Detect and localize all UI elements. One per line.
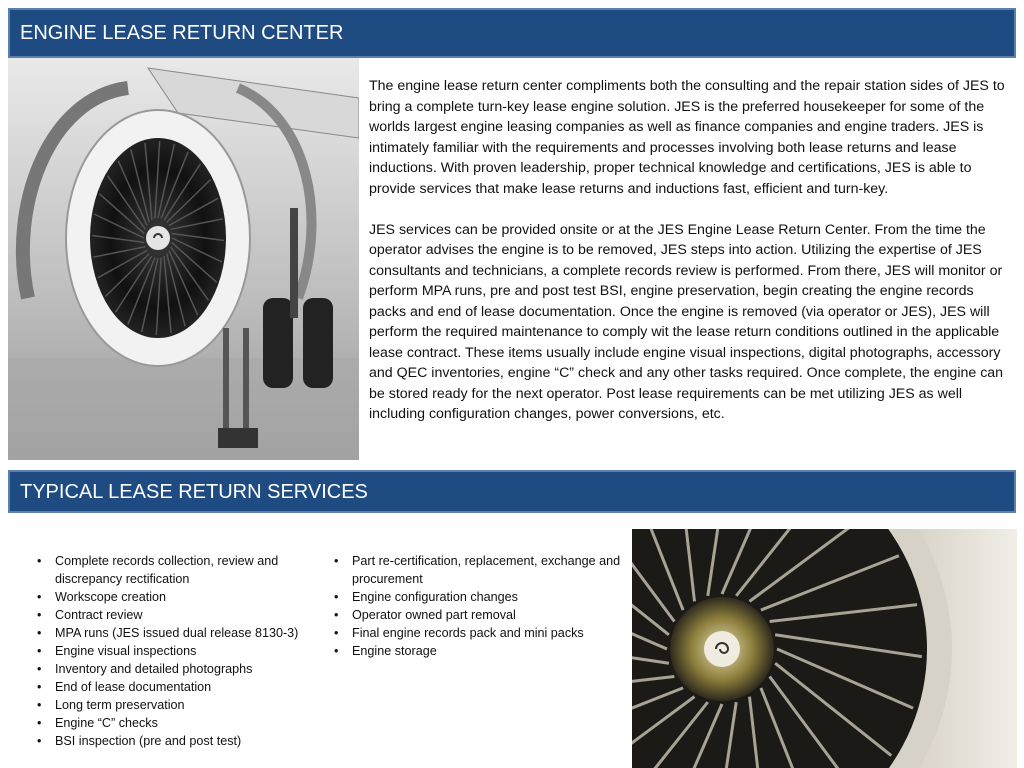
intro-paragraph-2: JES services can be provided onsite or at the JES Engine Lease Return Center. From the time the operator advises the engine is to be removed, JES steps into action. Utilizing the expertise of JES consultants and technicians, a complete records review is performed. From there, JES will monitor or perform MPA runs, pre and post test BSI, engine preservation, begin creating the engine records packs and end of lease documentation. Once the engine is removed (via operator or JES), JES will perform the required maintenance to comply wit the lease return conditions outlined in the applicable lease contract. These items usually include engine visual inspections, digital photographs, accessory and QEC inventories, engine “C” check and any other tasks required. Once complete, the engine can be stored ready for the next operator. Post lease requirements can be met utilizing JES as well including configuration changes, power conversions, etc. — [369, 221, 1004, 422]
engine-side-photo — [8, 58, 359, 460]
list-item: • Operator owned part removal — [330, 606, 625, 624]
intro-paragraph-1: The engine lease return center compliments both the consulting and the repair station sides of JES to bring a complete turn-key lease engine solution. JES is the preferred housekeeper for some of the worlds largest engine leasing companies as well as finance companies and engine traders. JES is intimately familiar with the requirements and processes involving both lease returns and lease inductions. With proven leadership, proper technical knowledge and certifications, JES is able to provide services that make lease returns and inductions fast, efficient and turn-key. — [369, 78, 1005, 197]
services-banner — [8, 470, 1016, 513]
list-item: • Part re-certification, replacement, exchange and procurement — [330, 552, 625, 588]
intro-text — [369, 76, 1009, 445]
header-banner — [8, 8, 1016, 58]
services-list-right — [330, 552, 625, 660]
list-item: • Inventory and detailed photographs — [33, 660, 323, 678]
engine-front-photo — [632, 529, 1017, 768]
list-item: • MPA runs (JES issued dual release 8130-3) — [33, 624, 323, 642]
list-item: • Engine visual inspections — [33, 642, 323, 660]
list-item: • Engine configuration changes — [330, 588, 625, 606]
page-title: ENGINE LEASE RETURN CENTER — [20, 22, 344, 44]
list-item: • End of lease documentation — [33, 678, 323, 696]
services-list-left — [33, 552, 323, 750]
list-item: • Workscope creation — [33, 588, 323, 606]
list-item: • Long term preservation — [33, 696, 323, 714]
list-item: • Engine “C” checks — [33, 714, 323, 732]
list-item: • BSI inspection (pre and post test) — [33, 732, 323, 750]
list-item: • Final engine records pack and mini packs — [330, 624, 625, 642]
list-item: • Complete records collection, review and discrepancy rectification — [33, 552, 323, 588]
list-item: • Contract review — [33, 606, 323, 624]
services-title: TYPICAL LEASE RETURN SERVICES — [20, 480, 368, 503]
list-item: • Engine storage — [330, 642, 625, 660]
